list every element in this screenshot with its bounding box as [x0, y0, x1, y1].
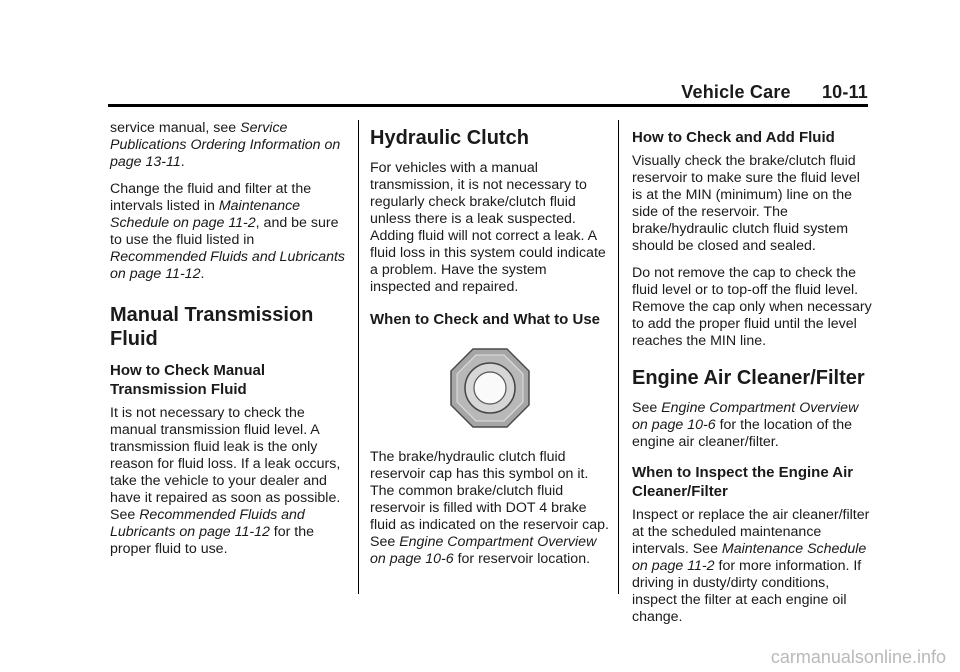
text: service manual, see: [110, 120, 241, 136]
text: for the location of the engine air cleaner/filter.: [632, 417, 853, 450]
column-divider-2: [618, 120, 619, 594]
text: for reservoir location.: [453, 551, 591, 567]
link-recommended-fluids-2[interactable]: Recommended Fluids and Lubricants on page 11-12: [110, 507, 305, 540]
text: It is not necessary to check the manual transmission fluid level. A transmission fluid leak is the only reason for fluid loss. If a leak occurs, take the vehicle to your dealer and have it repaired as soon as possible. See: [110, 405, 341, 523]
watermark: carmanualsonline.info: [770, 647, 946, 667]
link-service-publications[interactable]: Service Publications Ordering Information on page 13-11: [110, 120, 341, 170]
header-title: [681, 82, 868, 103]
heading-manual-transmission-fluid: Manual Transmission Fluid: [110, 304, 314, 350]
text: Inspect or replace the air cleaner/filter at the scheduled maintenance intervals. See: [632, 507, 870, 557]
paragraph-service-manual: [110, 120, 346, 171]
paragraph-air-cleaner-location: [632, 400, 872, 451]
header-section: Vehicle Care: [681, 82, 791, 102]
subheading-check-manual-transmission: How to Check Manual Transmission Fluid: [110, 362, 266, 398]
column-1: [110, 120, 346, 568]
paragraph-visually-check: Visually check the brake/clutch fluid reservoir to make sure the fluid level is at the MIN (minimum) line on the side of the reservoir. The brake/hydraulic clutch fluid system should be closed and sealed.: [632, 153, 860, 254]
text: for more information. If driving in dusty/dirty conditions, inspect the filter at each engine oil change.: [632, 558, 862, 625]
paragraph-change-fluid: [110, 181, 346, 283]
header-rule: [108, 104, 868, 107]
subheading-check-and-add-fluid: How to Check and Add Fluid: [632, 129, 835, 146]
page-header: [108, 82, 868, 106]
heading-engine-air-cleaner: Engine Air Cleaner/Filter: [632, 367, 865, 389]
column-divider-1: [358, 120, 359, 594]
text: See: [632, 400, 662, 416]
link-maintenance-schedule[interactable]: Maintenance Schedule on page 11-2: [110, 198, 301, 231]
brake-fluid-reservoir-symbol-icon: [449, 347, 531, 429]
paragraph-inspect-replace: [632, 507, 872, 626]
column-2: [370, 120, 610, 578]
subheading-when-to-check: When to Check and What to Use: [370, 311, 601, 328]
text: for the proper fluid to use.: [110, 524, 315, 557]
paragraph-hydraulic-clutch: For vehicles with a manual transmission, it is not necessary to regularly check brake/clutch fluid unless there is a leak suspected. Adding fluid will not correct a leak. A fluid loss in this system could indicate a problem. Have the system inspected and repaired.: [370, 160, 606, 295]
link-engine-compartment-overview-2[interactable]: Engine Compartment Overview on page 10-6: [632, 400, 859, 433]
text: , and be sure to use the fluid listed in: [110, 215, 339, 248]
paragraph-reservoir-cap: [370, 449, 610, 568]
heading-hydraulic-clutch: Hydraulic Clutch: [370, 127, 529, 149]
paragraph-check-manual-transmission: [110, 405, 346, 558]
text: Change the fluid and filter at the intervals listed in: [110, 181, 312, 214]
link-recommended-fluids[interactable]: Recommended Fluids and Lubricants on page 11-12: [110, 249, 346, 282]
text: .: [180, 154, 185, 170]
text: .: [200, 266, 205, 282]
header-page-number: 10-11: [821, 82, 868, 102]
link-engine-compartment-overview[interactable]: Engine Compartment Overview on page 10-6: [370, 534, 597, 567]
paragraph-do-not-remove-cap: Do not remove the cap to check the fluid level or to top-off the fluid level. Remove the cap only when necessary to add the proper fluid until the level reaches the MIN line.: [632, 265, 872, 349]
subheading-when-to-inspect: When to Inspect the Engine Air Cleaner/Filter: [632, 464, 854, 500]
link-maintenance-schedule-2[interactable]: Maintenance Schedule on page 11-2: [632, 541, 867, 574]
text: The brake/hydraulic clutch fluid reservoir cap has this symbol on it. The common brake/clutch fluid reservoir is filled with DOT 4 brake fluid as indicated on the reservoir cap. See: [370, 449, 609, 550]
column-3: [632, 120, 872, 636]
